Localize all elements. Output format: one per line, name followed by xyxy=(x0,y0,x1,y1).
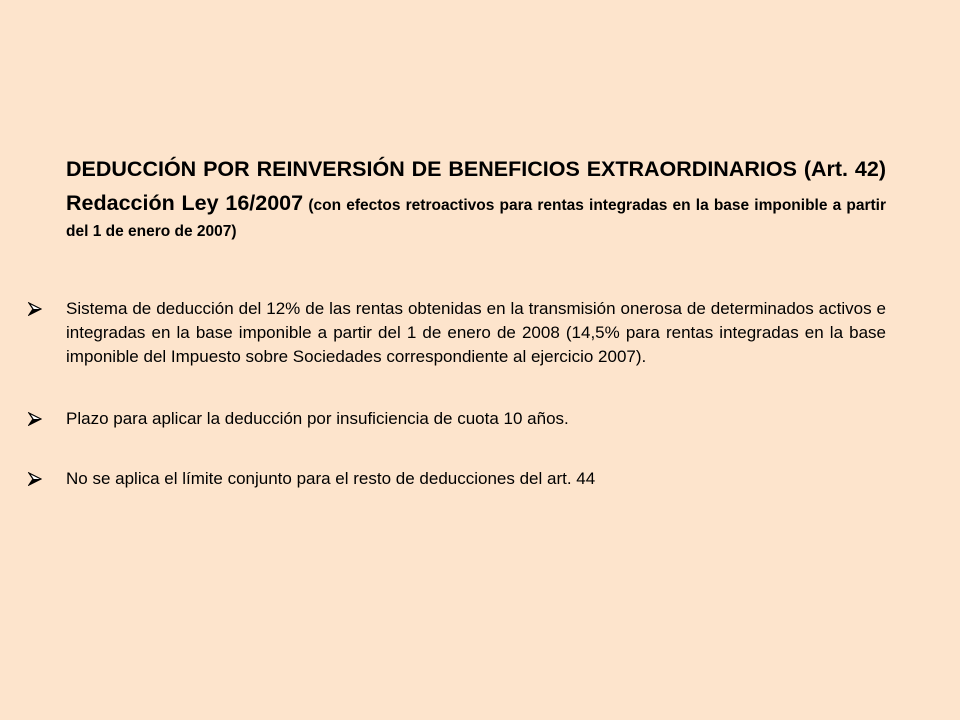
heading-main-text: DEDUCCIÓN POR REINVERSIÓN DE BENEFICIOS EXTRAORDINARIOS (Art. 42) Redacción Ley 16/2007 xyxy=(66,157,886,215)
arrowhead-bullet-icon xyxy=(28,467,66,491)
slide-heading xyxy=(66,152,886,244)
bullet-text: Sistema de deducción del 12% de las rentas obtenidas en la transmisión onerosa de determinados activos e integradas en la base imponible a partir del 1 de enero de 2008 (14,5% para rentas integradas en la base imponible del Impuesto sobre Sociedades correspondiente al ejercicio 2007). xyxy=(66,299,886,366)
arrowhead-bullet-icon xyxy=(28,297,66,321)
bullet-text: Plazo para aplicar la deducción por insuficiencia de cuota 10 años. xyxy=(66,409,569,428)
bullet-text: No se aplica el límite conjunto para el resto de deducciones del art. 44 xyxy=(66,469,596,488)
arrowhead-bullet-icon xyxy=(28,407,66,431)
bullet-list xyxy=(28,297,886,491)
heading-note-text: (con efectos retroactivos para rentas integradas en la base imponible a partir del 1 de enero de 2007) xyxy=(66,197,886,240)
bullet-item xyxy=(28,467,886,491)
bullet-item xyxy=(28,297,886,369)
bullet-item xyxy=(28,407,886,431)
